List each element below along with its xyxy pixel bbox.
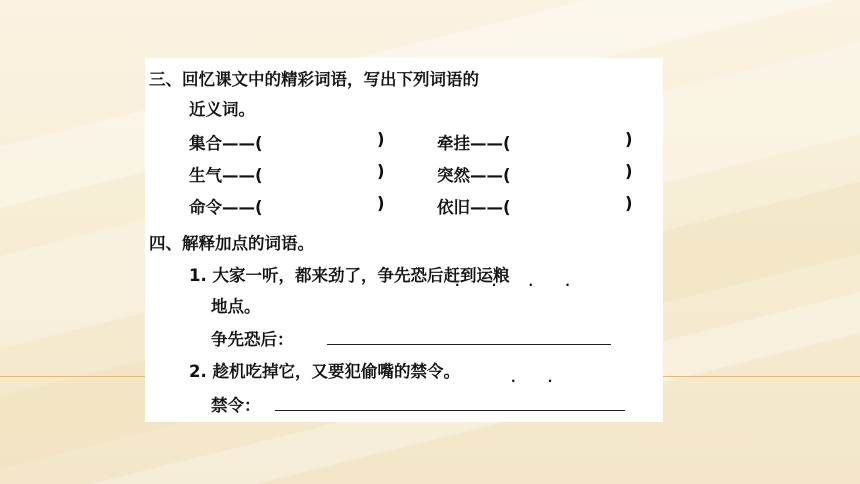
pair-item: 牵挂——( [437, 134, 511, 153]
pair-item: 突然——( [437, 166, 511, 185]
paren-close: ) [625, 162, 633, 181]
q3-heading-cont: 近义词。 [189, 100, 255, 119]
q4-heading: 四、解释加点的词语。 [149, 234, 314, 253]
pair-item: 依旧——( [437, 198, 511, 217]
paren-close: ) [625, 130, 633, 149]
paren-close: ) [377, 162, 385, 181]
answer-line [327, 344, 611, 345]
q4-item2-label: 禁令： [211, 396, 261, 415]
pair-item: 生气——( [189, 166, 263, 185]
paren-close: ) [625, 194, 633, 213]
pair-item: 集合——( [189, 134, 263, 153]
q3-heading: 三、回忆课文中的精彩词语，写出下列词语的 [149, 70, 479, 89]
q4-item1-text-cont: 地点。 [211, 297, 261, 316]
q4-item2-text: 2. 趁机吃掉它，又要犯偷嘴的禁令。 [189, 362, 460, 381]
worksheet-image [145, 58, 663, 422]
paren-close: ) [377, 194, 385, 213]
pair-item: 命令——( [189, 198, 263, 217]
answer-line [275, 410, 625, 411]
emphasis-dots: · · [511, 374, 567, 388]
paren-close: ) [377, 130, 385, 149]
q4-item1-text: 1. 大家一听，都来劲了，争先恐后赶到运粮 [189, 266, 510, 285]
emphasis-dots: · · · · [455, 278, 584, 292]
q4-item1-label: 争先恐后： [211, 330, 294, 349]
